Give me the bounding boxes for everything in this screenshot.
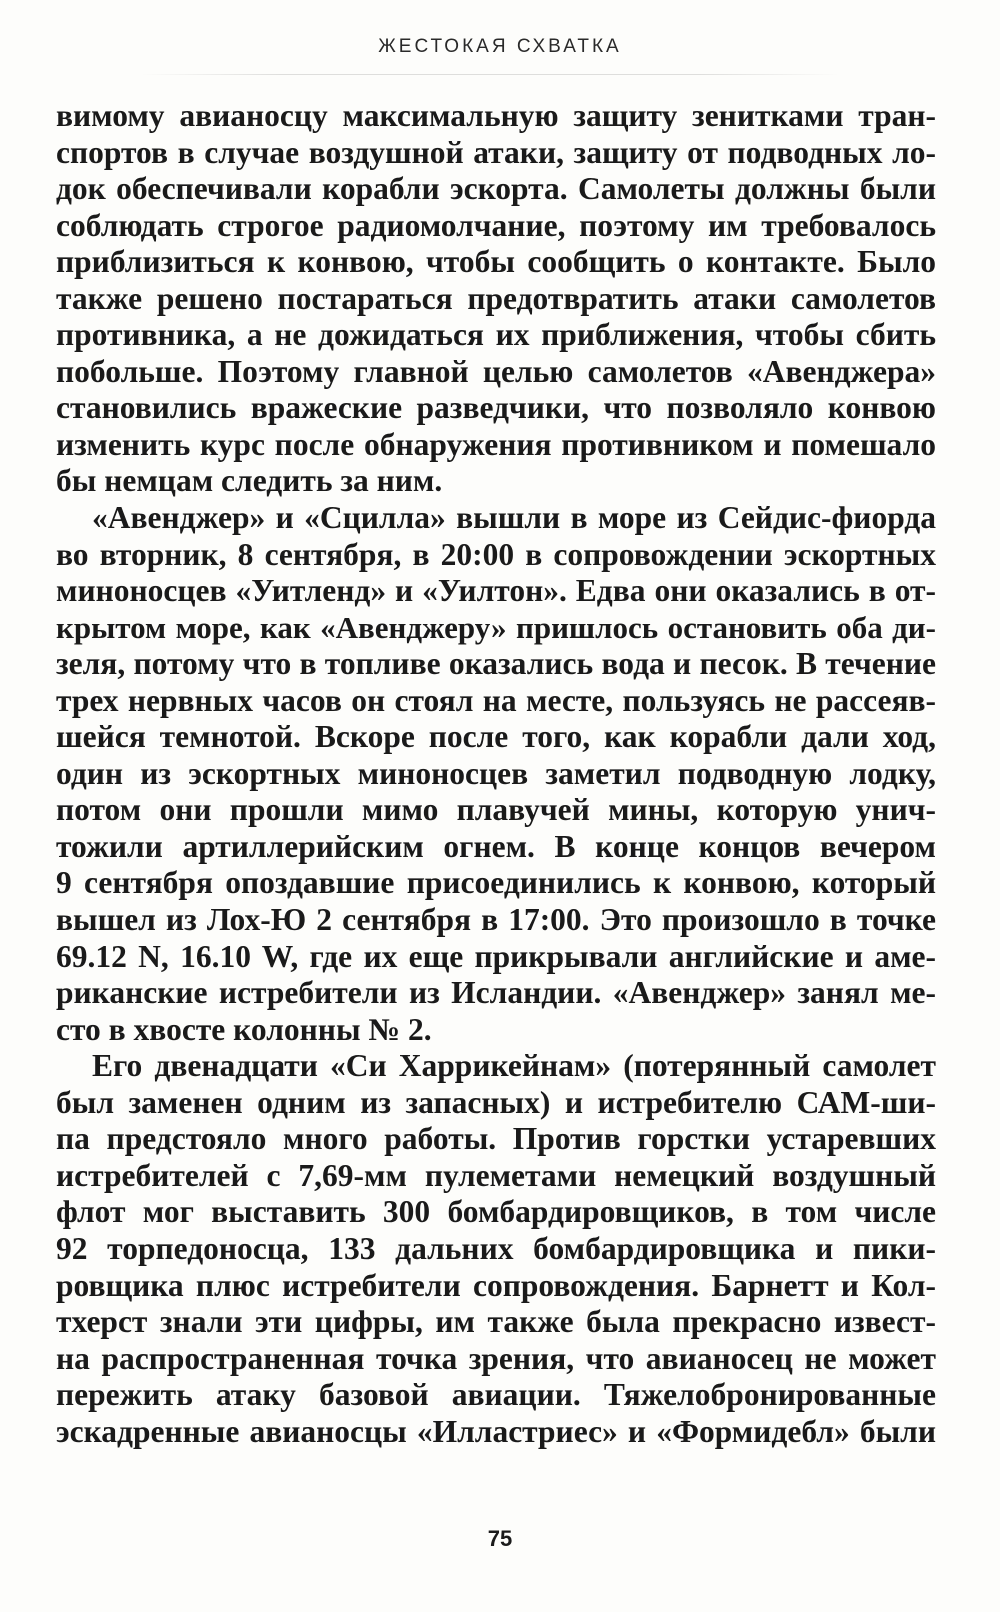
text-line: бы немцам следить за ним. bbox=[56, 463, 443, 499]
page-number: 75 bbox=[487, 1526, 513, 1551]
text-line: флот мог выставить 300 бомбардировщиков, в том числе bbox=[56, 1194, 936, 1230]
text-line: 92 торпедоносца, 133 дальних бомбардировщика и пики- bbox=[56, 1230, 936, 1266]
text-line: приблизиться к конвою, чтобы сообщить о контакте. Было bbox=[56, 244, 936, 280]
running-head: ЖЕСТОКАЯ СХВАТКА bbox=[378, 36, 622, 57]
text-line: трех нервных часов он стоял на месте, пользуясь не рассеяв- bbox=[56, 682, 936, 718]
text-line: вимому авианосцу максимальную защиту зенитками тран- bbox=[56, 98, 936, 133]
paragraph-start-line: Его двенадцати «Си Харрикейнам» (потерянный самолет bbox=[92, 1048, 936, 1084]
text-line: шейся темнотой. Вскоре после того, как корабли дали ход, bbox=[56, 719, 936, 755]
text-line: один из эскортных миноносцев заметил подводную лодку, bbox=[56, 755, 936, 791]
text-line: па предстояло много работы. Против горстки устаревших bbox=[56, 1121, 936, 1157]
text-line: противника, а не дожидаться их приближения, чтобы сбить bbox=[56, 317, 936, 353]
text-line: зеля, потому что в топливе оказались вода и песок. В течение bbox=[56, 646, 936, 682]
text-line: соблюдать строгое радиомолчание, поэтому им требовалось bbox=[56, 207, 936, 243]
text-line: док обеспечивали корабли эскорта. Самолеты должны были bbox=[56, 171, 936, 207]
text-line: был заменен одним из запасных) и истребителю САМ-ши- bbox=[56, 1084, 936, 1120]
paragraph-start-line: «Авенджер» и «Сцилла» вышли в море из Сейдис-фиорда bbox=[92, 500, 936, 536]
text-line: крытом море, как «Авенджеру» пришлось остановить оба ди- bbox=[56, 609, 936, 645]
text-line: миноносцев «Уитленд» и «Уилтон». Едва они оказались в от- bbox=[56, 573, 936, 609]
text-line: тхерст знали эти цифры, им также была прекрасно извест- bbox=[56, 1304, 936, 1340]
text-line: эскадренные авианосцы «Илластриес» и «Формидебл» были bbox=[56, 1413, 936, 1449]
text-line: на распространенная точка зрения, что авианосец не может bbox=[56, 1340, 936, 1376]
text-line: вышел из Лох-Ю 2 сентября в 17:00. Это произошло в точке bbox=[56, 902, 936, 938]
body-text bbox=[56, 98, 936, 1450]
text-line: сто в хвосте колонны № 2. bbox=[56, 1011, 432, 1047]
text-line: побольше. Поэтому главной целью самолетов «Авенджера» bbox=[56, 353, 936, 389]
text-line: также решено постараться предотвратить атаки самолетов bbox=[56, 280, 936, 316]
text-line: во вторник, 8 сентября, в 20:00 в сопровождении эскортных bbox=[56, 536, 936, 572]
text-line: 69.12 N, 16.10 W, где их еще прикрывали английские и аме- bbox=[56, 938, 936, 974]
text-line: спортов в случае воздушной атаки, защиту от подводных ло- bbox=[56, 134, 936, 170]
text-line: становились вражеские разведчики, что позволяло конвою bbox=[56, 390, 936, 426]
text-line: потом они прошли мимо плавучей мины, которую унич- bbox=[56, 792, 936, 828]
text-line: изменить курс после обнаружения противником и помешало bbox=[56, 426, 936, 462]
text-line: истребителей с 7,69-мм пулеметами немецкий воздушный bbox=[56, 1157, 936, 1193]
header-divider bbox=[140, 74, 840, 75]
text-line: пережить атаку базовой авиации. Тяжелобронированные bbox=[56, 1377, 936, 1413]
text-line: ровщика плюс истребители сопровождения. Барнетт и Кол- bbox=[56, 1267, 936, 1303]
text-line: тожили артиллерийским огнем. В конце концов вечером bbox=[56, 828, 936, 864]
text-line: 9 сентября опоздавшие присоединились к конвою, который bbox=[56, 865, 936, 901]
text-line: риканские истребители из Исландии. «Авенджер» занял ме- bbox=[56, 975, 936, 1011]
